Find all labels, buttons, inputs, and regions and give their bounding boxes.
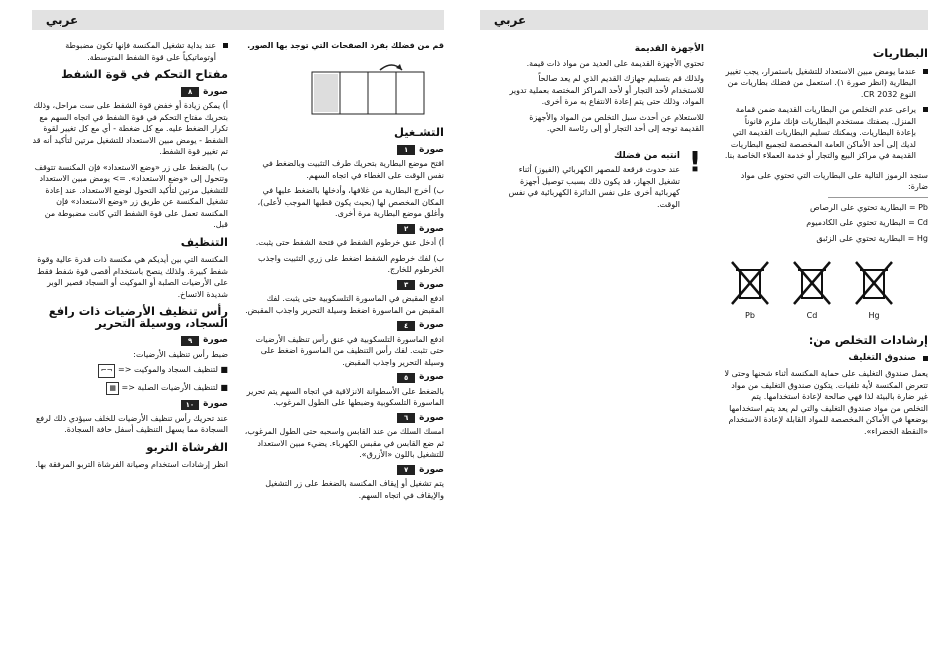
power-control-title: مفتاح التحكم في قوة الشفط [61, 67, 228, 81]
attention-title: انتبه من فضلك [613, 150, 680, 161]
fig1-a-text: افتح موضع البطارية بتحريك طرف التثبيت وبالضغط في نفس الوقت على الغطاء في اتجاه السهم. [262, 159, 444, 180]
fold-pages-illustration [310, 60, 444, 122]
fig7-text: يتم تشغيل أو إيقاف المكنسة بالضغط على زر التشغيل والإيقاف في اتجاه السهم. [265, 479, 444, 500]
figure-10-label: صورة ١٠ [32, 399, 228, 411]
figure-6-label: صورة ٦ [244, 413, 444, 425]
turbo-brush-text: انظر إرشادات استخدام وصيانة الفرشاة التربو المرفقة بها. [35, 460, 228, 469]
cd-label: Cd [806, 310, 818, 320]
fig8-a-text: أ) يمكن زيادة أو خفض قوة الشفط على ست مراحل، وذلك بتحريك مفتاح التحكم في قوة الشفط في اتجاه السهم مع تكرار الضغط عليه. مع كل ضغطة - أي مع كل تغيير لقوة الشفط - يومض مبين الاستعداد للتشغيل مرتين لتأكيد أنه قد تم تغيير قوة الشفط. [32, 101, 228, 156]
battery-disposal-note: يراعى عدم التخلص من البطاريات القديمة ضمن قمامة المنزل. بصفتك مستخدم البطاريات فإنك ملزم قانوناً بإعادة البطاريات. ويمكنك تسليم البطاريات القديمة التي لديك إلى أحد الأماكن العامة المخصصة لتجميع البطاريات القديمة في مراكز البيع والتجار أو خدمة العملاء الخاصة بنا. [724, 104, 928, 162]
operation-title: التشـغيل [393, 125, 444, 139]
figure-4-label: صورة ٤ [244, 320, 444, 332]
crossed-bin-icon [854, 260, 894, 306]
exclamation-icon: ! [688, 144, 702, 178]
battery-symbols-intro: ستجد الرموز التالية على البطاريات التي تحتوي على مواد ضارة: [740, 170, 928, 191]
fig10-text: عند تحريك رأس تنظيف الأرضيات للخلف سيؤدي ذلك لرفع السجادة مما يسهل التنظيف أسفل حافة السجادة. [35, 413, 228, 434]
hg-definition: Hg = البطارية تحتوي على الزئبق [816, 233, 928, 243]
fig5-text: بالضغط على الأسطوانة الانزلاقية في اتجاه السهم يتم تحرير الماسورة التلسكوبية وضبطها على الطول المرغوب. [246, 386, 444, 407]
floor-head-title: رأس تنظيف الأرضيات ذات رافع السجاد، ووسيلة التحرير [48, 304, 228, 330]
old-appliances-title: الأجهزة القديمة [634, 44, 704, 54]
fig8-b-text: ب) بالضغط على زر «وضع الاستعداد» فإن المكنسة تتوقف وتتحول إلى «وضع الاستعداد». => يومض مبين الاستعداد للتشغيل مرتين لتأكيد التحول لوضع الاستعداد. عند إعادة تشغيل المكنسة عن طريق زر «وضع الاستعداد» فإن المكنسة تعمل على قوة الشفط التي كانت مضبوطة من قبل. [34, 162, 228, 229]
fig6-text: امسك السلك من عند القابس واسحبه حتى الطول المرغوب، ثم ضع القابس في مقبس الكهرباء. يضيء مبين الاستعداد للتشغيل باللون «الأزرق». [244, 427, 444, 459]
attention-box [504, 144, 704, 215]
language-tab-label: عربي [493, 13, 527, 27]
batteries-title: البطاريات [872, 46, 928, 60]
figure-8-label: صورة ٨ [32, 87, 228, 99]
battery-change-note: عندما يومض مبين الاستعداد للتشغيل باستمرار، يجب تغيير البطارية (انظر صورة ١). استعمل من فضلك بطاريات من النوع CR 2032. [724, 66, 928, 101]
figure-1-label: صورة ١ [244, 145, 444, 157]
cd-definition: Cd = البطارية تحتوي على الكادميوم [806, 218, 928, 227]
auto-power-note: عند بداية تشغيل المكنسة فإنها تكون مضبوطة أوتوماتيكياً على قوة الشفط المتوسطة. [32, 40, 228, 63]
carpet-symbol-icon: ⌐¬ [98, 364, 116, 378]
unfold-pages-note: قم من فضلك بفرد الصفحات التي توجد بها الصور. [247, 41, 444, 50]
hg-bin [854, 260, 894, 321]
crossed-bin-symbols [724, 260, 928, 321]
figure-3-label: صورة ٣ [244, 280, 444, 292]
cleaning-title: التنظيف [180, 234, 228, 249]
column-power-cleaning [32, 40, 228, 475]
figure-7-label: صورة ٧ [244, 465, 444, 477]
figure-9-label: صورة ٩ [32, 335, 228, 347]
language-tab-left [32, 10, 444, 30]
fig9-carpet: ■ لتنظيف السجاد والموكيت <= ⌐¬ [32, 364, 228, 378]
symbols-divider [828, 197, 928, 198]
fig2-b-text: ب) لفك خرطوم الشفط اضغط على زري التثبيت واجذب الخرطوم للخارج. [258, 253, 444, 274]
old-appliances-text-3: للاستعلام عن أحدث سبل التخلص من المواد والأجهزة القديمة توجه إلى أحد التجار أو إلى رئاسة الحي. [529, 112, 704, 133]
crossed-bin-icon [792, 260, 832, 306]
hard-floor-symbol-icon: ▦ [106, 382, 119, 396]
cleaning-text: المكنسة التي بين أيديكم هي مكنسة ذات قدرة عالية وقوة شفط كبيرة. ولذلك ينصح باستخدام أقصى قوة شفط فقط على الأرضيات الصلبة أو الموكيت أو السجاد قصير الوبر شديدة الاتساخ. [37, 255, 228, 299]
cd-bin [792, 260, 832, 321]
fig3-text: ادفع المقبض في الماسورة التلسكوبية حتى يثبت. لفك المقبض من الماسورة اضغط وسيلة التحرير واجذب المقبض. [245, 294, 444, 315]
fig9-hard: ■ لتنظيف الأرضيات الصلبة <= ▦ [32, 382, 228, 396]
fig4-text: ادفع الماسورة التلسكوبية في عنق رأس تنظيف الأرضيات حتى تثبت. لفك رأس التنظيف من الماسورة اضغط على وسيلة التحرير واجذب المقبض. [255, 334, 444, 367]
column-operation [244, 40, 444, 505]
pb-label: Pb [745, 310, 755, 320]
figure-2-label: صورة ٢ [244, 224, 444, 236]
packaging-text: يعمل صندوق التغليف على حماية المكنسة أثناء شحنها وحتى لا تتعرض المكنسة لأية تلفيات. يتكون صندوق التغليف من مواد غير ضارة بالبيئة لذا فهي صالحة لإعادة استخدامها. يتم التخلص من مواد صندوق التغليف والتي لم يعد يتم استخدامها بوضعها في الأماكن المخصصة للمواد القابلة لإعادة الاستخدام «النقطة الخضراء». [724, 369, 928, 436]
right-page [480, 0, 950, 659]
language-tab-label: عربي [45, 13, 79, 27]
packaging-title: صندوق التغليف [724, 353, 928, 365]
column-old-appliances [504, 40, 704, 214]
old-appliances-text-1: تحتوي الأجهزة القديمة على العديد من مواد ذات قيمة. [526, 58, 704, 68]
language-tab-right [480, 10, 928, 30]
fig9-text: ضبط رأس تنظيف الأرضيات: [133, 349, 228, 359]
fig2-a-text: أ) أدخل عنق خرطوم الشفط في فتحة الشفط حتى يثبت. [255, 238, 444, 247]
attention-text: عند حدوث فرقعة للمصهر الكهربائي (الفيوز) أثناء تشغيل الجهاز، قد يكون ذلك بسبب توصيل أجهزة كهربائية أخرى على نفس الدائرة الكهربائية في نفس الوقت. [508, 165, 680, 209]
pb-definition: Pb = البطارية تحتوي على الرصاص [809, 202, 928, 212]
figure-5-label: صورة ٥ [244, 372, 444, 384]
left-page [0, 0, 470, 659]
crossed-bin-icon [730, 260, 770, 306]
column-batteries [724, 40, 928, 441]
old-appliances-text-2: ولذلك قم بتسليم جهازك القديم الذي لم يعد صالحاً للاستخدام لأحد التجار أو لأحد المراكز المختصة بعملية تدوير المواد، وذلك حتى يتم إعادة الانتفاع به مرة أخرى. [509, 74, 704, 106]
hg-label: Hg [868, 310, 880, 320]
fig1-b-text: ب) أخرج البطارية من غلافها، وأدخلها بالضغط عليها في المكان المخصص لها (بحيث يكون قطبها الموجب لأعلى)، وأغلق موضع البطارية مرة أخرى. [257, 186, 444, 218]
pb-bin [730, 260, 770, 321]
disposal-title: إرشادات التخلص من: [808, 333, 928, 347]
turbo-brush-title: الفرشاة التربو [146, 439, 228, 454]
